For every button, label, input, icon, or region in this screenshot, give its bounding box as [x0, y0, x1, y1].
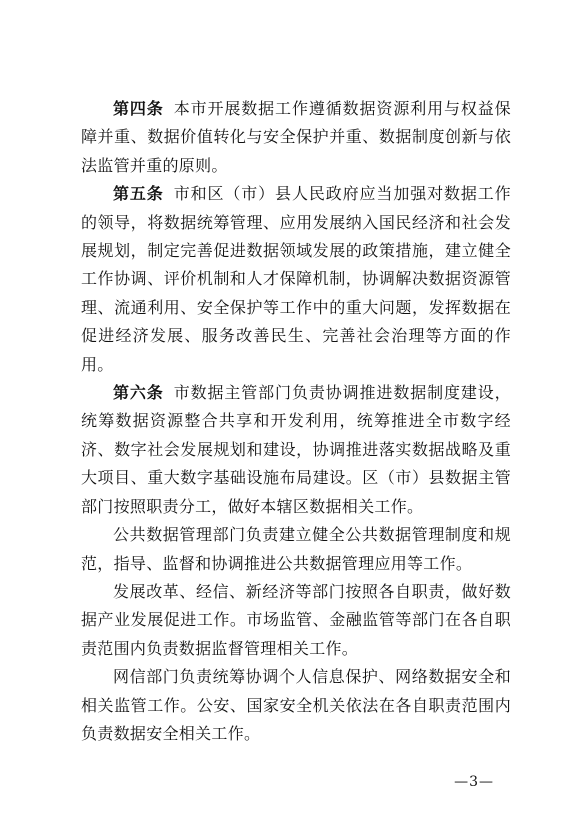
document-body	[81, 95, 511, 748]
industry-development-text: 发展改革、经信、新经济等部门按照各自职责，做好数据产业发展促进工作。市场监管、金融监管等部门在各自职责范围内负责数据监督管理相关工作。	[81, 581, 511, 658]
article-5-text: 市和区（市）县人民政府应当加强对数据工作的领导，将数据统筹管理、应用发展纳入国民经济和社会发展规划，制定完善促进数据领域发展的政策措施，建立健全工作协调、评价机制和人才保障机制，协调解决数据资源管理、流通利用、安全保护等工作中的重大问题，发挥数据在促进经济发展、服务改善民生、完善社会治理等方面的作用。	[81, 184, 511, 374]
public-data-text: 公共数据管理部门负责建立健全公共数据管理制度和规范，指导、监督和协调推进公共数据管理应用等工作。	[81, 525, 511, 573]
public-data-paragraph	[81, 521, 511, 578]
article-6-label: 第六条	[113, 383, 164, 403]
article-5-label: 第五条	[113, 184, 164, 204]
article-4-paragraph	[81, 95, 511, 180]
article-6-text: 市数据主管部门负责协调推进数据制度建设，统筹数据资源整合共享和开发利用，统筹推进全市数字经济、数字社会发展规划和建设，协调推进落实数据战略及重大项目、重大数字基础设施布局建设。区（市）县数据主管部门按照职责分工，做好本辖区数据相关工作。	[81, 383, 511, 516]
article-6-paragraph	[81, 379, 511, 521]
cyberspace-security-text: 网信部门负责统筹协调个人信息保护、网络数据安全和相关监管工作。公安、国家安全机关依法在各自职责范围内负责数据安全相关工作。	[81, 667, 511, 743]
article-5-paragraph	[81, 180, 511, 379]
industry-development-paragraph	[81, 578, 511, 663]
page-number: —3—	[454, 774, 494, 790]
article-4-label: 第四条	[113, 99, 164, 118]
cyberspace-security-paragraph	[81, 663, 511, 748]
article-4-text: 本市开展数据工作遵循数据资源利用与权益保障并重、数据价值转化与安全保护并重、数据制度创新与依法监管并重的原则。	[81, 99, 511, 175]
